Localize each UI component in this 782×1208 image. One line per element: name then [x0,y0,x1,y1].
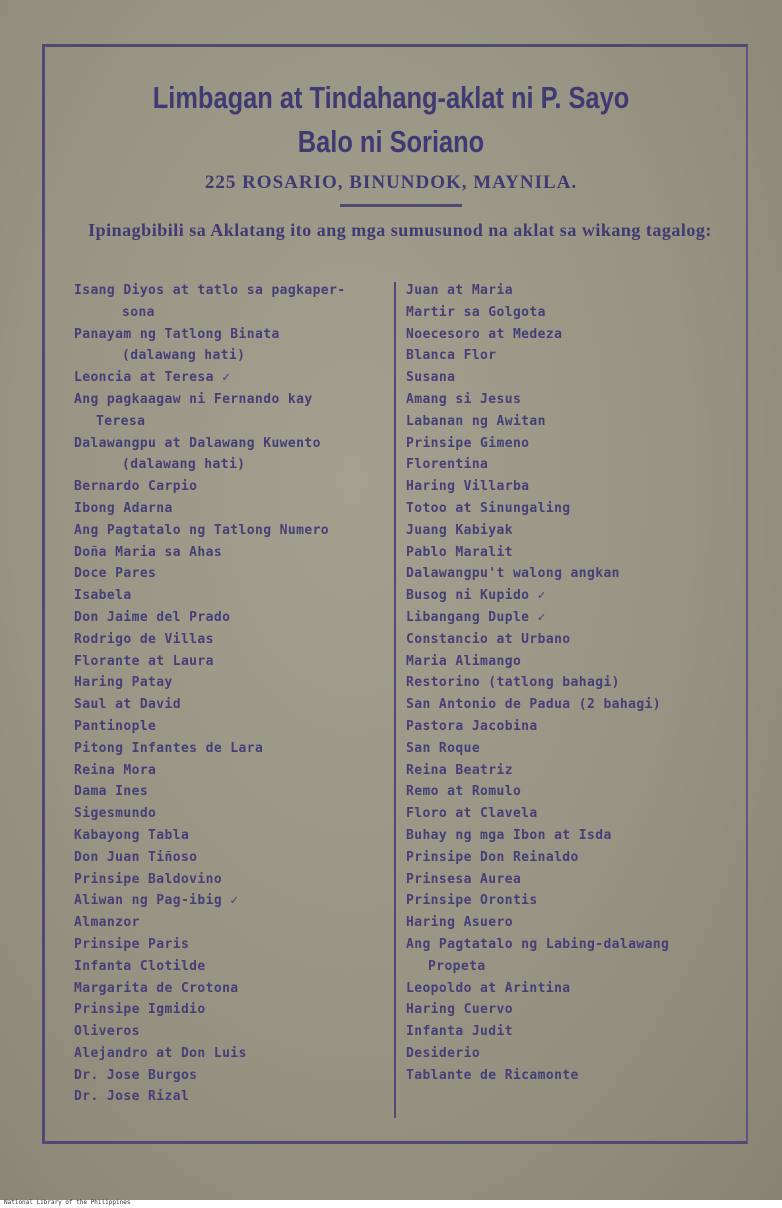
list-item: Isang Diyos at tatlo sa pagkaper- [74,283,346,298]
list-item: Pantinople [74,718,157,734]
list-item: Amang si Jesus [406,391,522,407]
list-item: Dalawangpu at Dalawang Kuwento [74,435,321,451]
list-item: (dalawang hati) [122,348,246,364]
list-item: Martir sa Golgota [406,304,546,320]
list-item: Totoo at Sinungaling [406,500,571,516]
list-item: San Antonio de Padua (2 bahagi) [406,697,662,713]
column-divider [394,282,396,1118]
list-item: Leoncia at Teresa ✓ [74,370,231,386]
list-item: Haring Asuero [406,915,513,931]
list-item: Dr. Jose Burgos [74,1067,198,1083]
list-item: Haring Villarba [406,479,530,495]
list-item: (dalawang hati) [122,457,246,473]
list-item: Restorino (tatlong bahagi) [406,675,620,691]
list-item: Doce Pares [74,566,157,582]
list-item: Pastora Jacobina [406,718,538,734]
list-item: Busog ni Kupido ✓ [406,588,546,604]
list-item: Aliwan ng Pag-ibig ✓ [74,893,239,909]
list-item: Don Juan Tiñoso [74,849,198,865]
list-item: Sigesmundo [74,806,157,822]
list-item: Maria Alimango [406,653,522,669]
list-item: Prinsesa Aurea [406,871,522,887]
list-item: Haring Patay [74,675,173,691]
list-item: Bernardo Carpio [74,479,198,495]
list-item: Saul at David [74,697,181,713]
list-item: Buhay ng mga Ibon at Isda [406,827,612,843]
list-item: Constancio at Urbano [406,631,571,647]
list-item: Floro at Clavela [406,806,538,822]
list-item: Infanta Judit [406,1024,513,1040]
list-item: Tablante de Ricamonte [406,1067,579,1083]
list-item: Kabayong Tabla [74,827,190,843]
left-book-list [74,280,390,1108]
intro-text: Ipinagbibili sa Aklatang ito ang mga sumusunod na aklat sa wikang tagalog: [88,220,712,240]
list-item: Doña Maria sa Ahas [74,544,223,560]
list-item: Reina Mora [74,762,157,778]
list-item: Haring Cuervo [406,1002,513,1018]
list-item: Propeta [428,958,486,974]
footer-credit: National Library of the Philippines [4,1199,131,1206]
list-item: Pitong Infantes de Lara [74,740,264,756]
list-item: Dama Ines [74,784,149,800]
list-item: Prinsipe Baldovino [74,871,223,887]
list-item: Don Jaime del Prado [74,609,231,625]
list-item: Prinsipe Orontis [406,893,538,909]
list-item: Desiderio [406,1045,481,1061]
list-item: Panayam ng Tatlong Binata [74,326,280,342]
right-book-list [406,280,736,1086]
list-item: Alejandro at Don Luis [74,1045,247,1061]
address: 225 ROSARIO, BINUNDOK, MAYNILA. [204,172,578,193]
list-item: sona [122,304,155,320]
list-item: Libangang Duple ✓ [406,609,546,625]
list-item: Prinsipe Igmidio [74,1002,206,1018]
list-item: Ang Pagtatalo ng Tatlong Numero [74,522,330,538]
list-item: Ang Pagtatalo ng Labing-dalawang [406,936,670,952]
list-item: Pablo Maralit [406,544,513,560]
list-item: Rodrigo de Villas [74,631,214,647]
list-item: Florentina [406,457,489,473]
list-item: Reina Beatriz [406,762,513,778]
list-item: Dr. Jose Rizal [74,1089,190,1105]
list-item: Remo at Romulo [406,784,522,800]
title-line-2: Balo ni Soriano [297,124,485,159]
list-item: Ang pagkaagaw ni Fernando kay [74,391,313,407]
list-item: Prinsipe Paris [74,936,190,952]
list-item: Margarita de Crotona [74,980,239,996]
list-item: Teresa [96,413,146,429]
list-item: Dalawangpu't walong angkan [406,566,620,582]
title-rule [340,204,462,207]
list-item: Susana [406,370,456,386]
list-item: Oliveros [74,1024,140,1040]
list-item: Juang Kabiyak [406,522,513,538]
list-item: Juan at Maria [406,283,513,298]
list-item: Prinsipe Gimeno [406,435,530,451]
list-item: Leopoldo at Arintina [406,980,571,996]
list-item: Blanca Flor [406,348,497,364]
list-item: Labanan ng Awitan [406,413,546,429]
list-item: Isabela [74,588,132,604]
list-item: Noecesoro at Medeza [406,326,563,342]
list-item: Almanzor [74,915,140,931]
list-item: Ibong Adarna [74,500,173,516]
list-item: San Roque [406,740,481,756]
title-line-1: Limbagan at Tindahang-aklat ni P. Sayo [152,80,630,115]
list-item: Infanta Clotilde [74,958,206,974]
list-item: Prinsipe Don Reinaldo [406,849,579,865]
list-item: Florante at Laura [74,653,214,669]
